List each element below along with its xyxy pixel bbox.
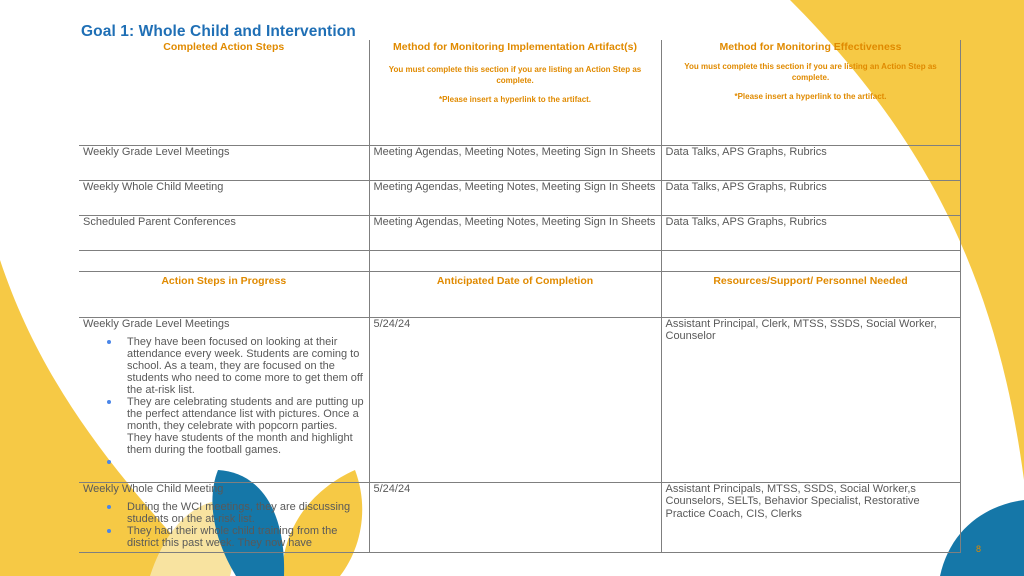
page-number: 8 [976,544,982,554]
action-steps-table [79,40,961,553]
effectiveness-header-note: You must complete this section if you are listing an Action Step as complete. [684,62,937,82]
completion-date-cell: 5/24/24 [369,317,661,482]
completion-date-cell: 5/24/24 [369,482,661,552]
empty-cell [79,250,369,271]
implementation-cell: Meeting Agendas, Meeting Notes, Meeting Sign In Sheets [369,215,661,250]
table-row [79,180,960,215]
completion-date-header: Anticipated Date of Completion [369,271,661,317]
completed-steps-header [79,40,369,145]
list-item: They have been focused on looking at their attendance every week. Students are coming to school. As a team, they are focused on the students who need to come more to get them off the at-risk list. [127,336,363,396]
implementation-cell: Meeting Agendas, Meeting Notes, Meeting Sign In Sheets [369,180,661,215]
effectiveness-header [661,40,960,145]
empty-cell [661,250,960,271]
implementation-header-title: Method for Monitoring Implementation Artifact(s) [392,41,637,53]
effectiveness-header-title: Method for Monitoring Effectiveness [719,41,902,53]
implementation-header-note: You must complete this section if you are listing an Action Step as complete. [388,65,642,85]
effectiveness-cell: Data Talks, APS Graphs, Rubrics [661,180,960,215]
table2-header-row [79,271,960,317]
resources-cell: Assistant Principal, Clerk, MTSS, SSDS, Social Worker, Counselor [661,317,960,482]
completed-steps-header-label: Completed Action Steps [163,41,285,53]
resources-header: Resources/Support/ Personnel Needed [661,271,960,317]
table-row [79,317,960,482]
bullet-list [83,336,365,456]
table1-header-row [79,40,960,145]
list-item: They had their whole child training from the district this past week. They now have [127,525,365,549]
list-item: They are celebrating students and are putting up the perfect attendance list with pictures. Once a month, they celebrate with popcorn parties. They have students of the month and highlight them during the football games. [127,396,364,456]
in-progress-step-title: Weekly Grade Level Meetings [83,317,230,330]
resources-cell: Assistant Principals, MTSS, SSDS, Social Worker,s Counselors, SELTs, Behavior Specialist, Restorative Practice Coach, CIS, Clerks [661,482,960,552]
in-progress-step-cell [79,317,369,482]
effectiveness-cell: Data Talks, APS Graphs, Rubrics [661,215,960,250]
table-row [79,145,960,180]
implementation-header [369,40,661,145]
completed-step-cell: Scheduled Parent Conferences [79,215,369,250]
in-progress-step-title: Weekly Whole Child Meeting [83,482,224,495]
in-progress-step-cell [79,482,369,552]
list-item: During the WCI meetings, they are discussing students on the at-risk list. [127,501,365,525]
table-row [79,215,960,250]
empty-cell [369,250,661,271]
slide-title: Goal 1: Whole Child and Intervention [81,23,356,40]
table-row [79,482,960,552]
implementation-cell: Meeting Agendas, Meeting Notes, Meeting Sign In Sheets [369,145,661,180]
in-progress-header: Action Steps in Progress [79,271,369,317]
effectiveness-header-link-note: *Please insert a hyperlink to the artifact. [734,92,887,101]
implementation-header-link-note: *Please insert a hyperlink to the artifact. [438,95,592,104]
spacer-row [79,250,960,271]
effectiveness-cell: Data Talks, APS Graphs, Rubrics [661,145,960,180]
completed-step-cell: Weekly Grade Level Meetings [79,145,369,180]
completed-step-cell: Weekly Whole Child Meeting [79,180,369,215]
bullet-list [83,501,365,549]
